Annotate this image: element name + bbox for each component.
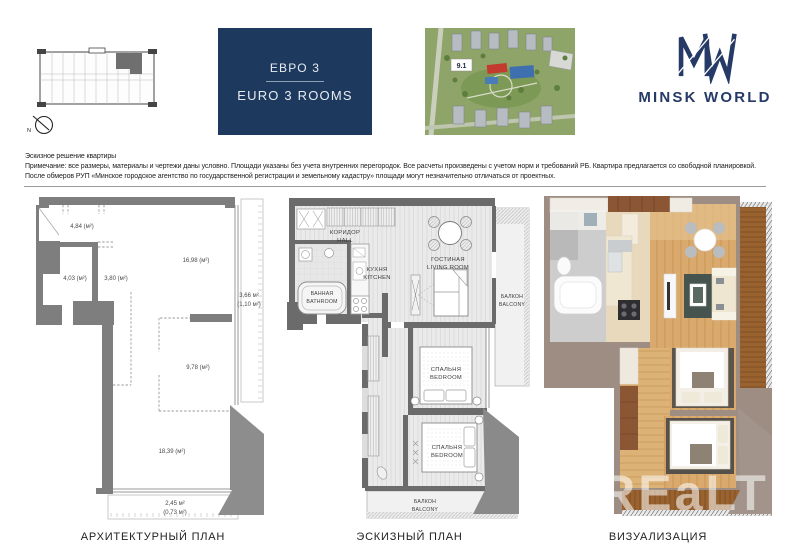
site-floorplate-thumbnail: [26, 44, 168, 140]
caption-architectural-plan: АРХИТЕКТУРНЫЙ ПЛАН: [80, 531, 226, 543]
room-label-bedroom1-en: BEDROOM: [429, 375, 463, 381]
photo-watermark: REaLT: [599, 465, 769, 521]
room-label-balcony-right-ru: БАЛКОН: [500, 294, 524, 300]
viz-bathtub: [554, 276, 602, 314]
room-label-bedroom2-en: BEDROOM: [430, 453, 464, 459]
arch-walls: [36, 197, 235, 494]
room-label-hall-en: HALL: [337, 238, 353, 244]
brand-logo: [626, 26, 784, 136]
svg-text:9.1: 9.1: [456, 63, 467, 70]
viz-bed-1: [672, 348, 734, 408]
area-label-bedroom1: 9,78 (м²): [186, 365, 210, 371]
viz-balcony-right: [740, 202, 772, 388]
area-label-hallway: 4,84 (м²): [70, 224, 94, 230]
room-label-balcony-right-en: BALCONY: [498, 302, 526, 308]
room-label-kitchen-ru: КУХНЯ: [366, 267, 388, 273]
area-label-bathroom: 4,03 (м²): [63, 276, 87, 282]
sketch-sink: [325, 249, 334, 258]
area-label-balcony-bottom: 2,45 м²: [165, 501, 185, 507]
unit-type-ru: ЕВРО 3: [269, 60, 321, 75]
disclaimer-line2: После обмеров РУП «Минское городское агентство по государственной регистрации и земельному кадастру» площади могут незначительно отличаться от проектных.: [25, 173, 556, 180]
room-label-living-en: LIVING ROOM: [427, 265, 469, 271]
sketch-sofa: [434, 269, 468, 316]
badge-divider: [266, 81, 324, 82]
area-label-balcony-bottom-coeff: (0,73 м²): [163, 510, 187, 516]
brand-name: MINSK WORLD: [638, 89, 772, 106]
header-separator: [24, 186, 766, 187]
compass-icon: [27, 116, 53, 134]
arch-balcony-right: [241, 199, 263, 402]
area-label-living: 16,98 (м²): [182, 258, 210, 264]
disclaimer-block: [25, 152, 785, 182]
room-label-bedroom2-ru: СПАЛЬНЯ: [431, 445, 463, 451]
viz-cooktop: [618, 300, 640, 320]
room-label-bedroom1-ru: СПАЛЬНЯ: [430, 367, 462, 373]
aerial-map: [425, 28, 575, 135]
building-number-label: [451, 59, 472, 71]
area-label-wc: 3,80 (м²): [104, 276, 128, 282]
visualization-render: [544, 196, 772, 522]
caption-sketch-plan: ЭСКИЗНЫЙ ПЛАН: [356, 531, 463, 543]
architectural-plan: [36, 197, 270, 522]
viz-rug-coffee-table: [684, 274, 712, 318]
disclaimer-title: Эскизное решение квартиры: [25, 153, 117, 160]
room-label-balcony-bottom-ru: БАЛКОН: [413, 499, 437, 505]
area-label-bedroom2: 18,39 (м²): [158, 449, 186, 455]
viz-sofa: [712, 268, 736, 320]
disclaimer-line1: Примечание: все размеры, материалы и чертежи даны условно. Площади указаны без учета внутренних перегородок. Все расчеты произведены с учетом норм и требований РБ. Квартира предлагается со свободной планировкой.: [25, 163, 756, 170]
sketch-washer: [299, 248, 312, 261]
viz-toilet: [557, 257, 571, 275]
area-label-balcony-right: 3,66 м²: [239, 293, 259, 299]
caption-visualization: ВИЗУАЛИЗАЦИЯ: [608, 531, 708, 543]
sketch-bathtub: [298, 282, 346, 314]
compass-north-label: N: [27, 128, 31, 134]
sketch-plan: [287, 196, 532, 522]
viz-entry-wardrobe: [608, 196, 670, 212]
area-label-balcony-right-coeff: (1,10 м²): [237, 302, 261, 308]
room-label-kitchen-en: KITCHEN: [363, 275, 391, 281]
room-label-bath-en: BATHROOM: [306, 299, 338, 305]
minsk-world-monogram-icon: [670, 26, 740, 84]
room-label-balcony-bottom-en: BALCONY: [411, 507, 439, 513]
room-label-living-ru: ГОСТИНАЯ: [431, 257, 465, 263]
room-label-bath-ru: ВАННАЯ: [310, 291, 334, 297]
room-label-hall-ru: КОРИДОР: [329, 230, 361, 236]
unit-type-en: EURO 3 ROOMS: [237, 87, 353, 103]
unit-type-badge: [218, 28, 372, 135]
